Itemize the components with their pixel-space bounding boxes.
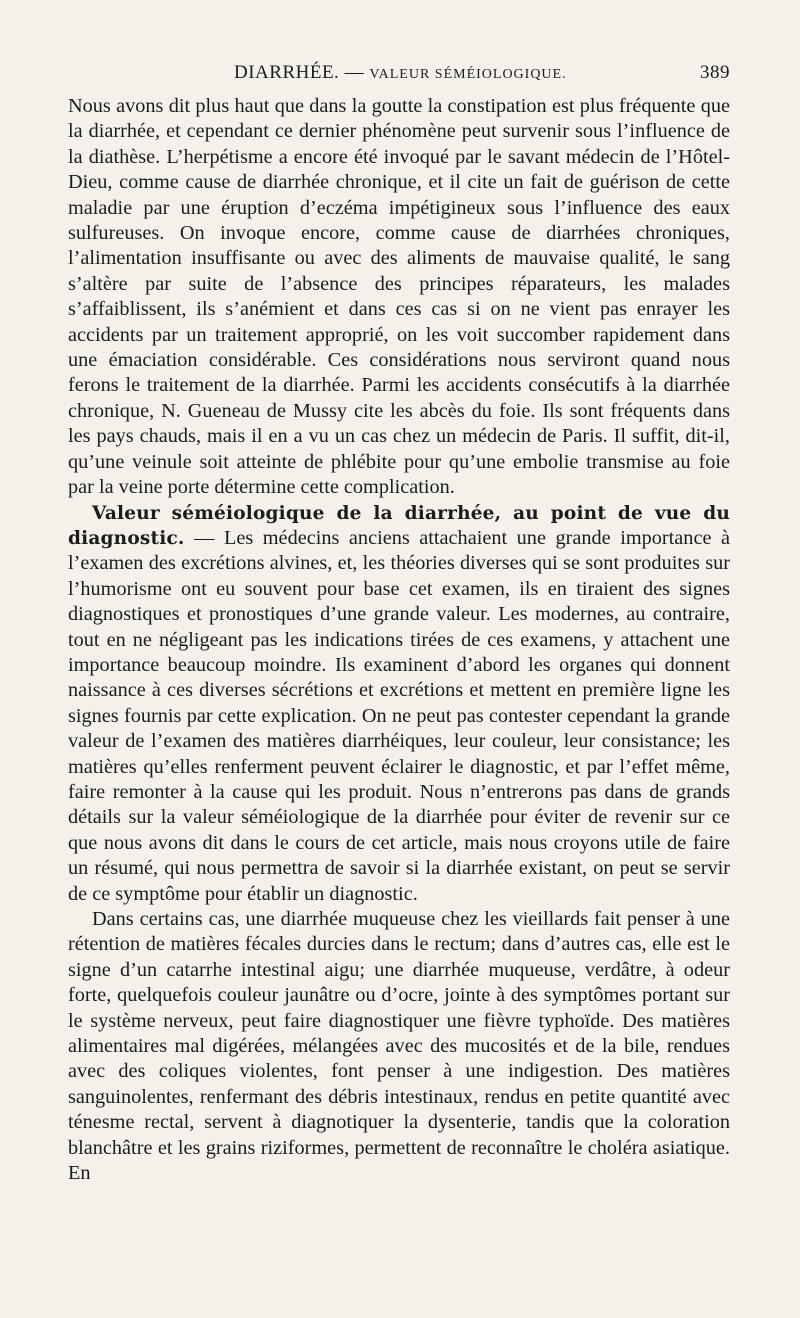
running-title-sub: VALEUR SÉMÉIOLOGIQUE. [369,67,567,82]
paragraph-2 [68,501,730,908]
section-heading: Valeur séméiologique de la diarrhée, au point de vue du diagnostic. [68,502,730,549]
paragraph-1: Nous avons dit plus haut que dans la goutte la constipation est plus fréquente que la diarrhée, et cependant ce dernier phénomène peut survenir sous l’influence de la diathèse. L’herpétisme a encore été invoqué par le savant médecin de l’Hôtel-Dieu, comme cause de diarrhée chronique, et il cite un fait de guérison de cette maladie par une éruption d’eczéma impétigineux sous l’influence des eaux sulfureuses. On invoque encore, comme cause de diarrhées chroniques, l’alimentation insuffisante ou avec des aliments de mauvaise qualité, le sang s’altère par suite de l’absence des principes réparateurs, les malades s’affaiblissent, ils s’anémient et dans ces cas si on ne vient pas enrayer les accidents par un traitement approprié, on les voit succomber rapidement dans une émaciation considérable. Ces considérations nous serviront quand nous ferons le traitement de la diarrhée. Parmi les accidents consécutifs à la diarrhée chronique, N. Gueneau de Mussy cite les abcès du foie. Ils sont fréquents dans les pays chauds, mais il en a vu un cas chez un médecin de Paris. Il suffit, dit-il, qu’une veinule soit atteinte de phlébite pour qu’une embolie transmise au foie par la veine porte détermine cette complication. [68,95,730,499]
running-title [234,62,567,84]
running-title-main: DIARRHÉE. [234,62,340,83]
paragraph-3: Dans certains cas, une diarrhée muqueuse chez les vieillards fait penser à une rétention de matières fécales durcies dans le rectum; dans d’autres cas, elle est le signe d’un catarrhe intestinal aigu; une diarrhée muqueuse, verdâtre, à odeur forte, quelquefois couleur jaunâtre ou d’ocre, jointe à des symptômes portant sur le système nerveux, peut faire diagnostiquer une fièvre typhoïde. Des matières alimentaires mal digérées, mélangées avec des mucosités et de la bile, rendues avec des coliques violentes, font penser à une indigestion. Des matières sanguinolentes, renfermant des débris intestinaux, rendus en petite quantité avec ténesme rectal, servent à diagnotiquer la dysenterie, tandis que la coloration blanchâtre et les grains riziformes, permettent de reconnaître le choléra asiatique. En [68,908,730,1185]
page-number: 389 [700,62,730,83]
running-title-dash: — [339,62,370,83]
paragraph-2-body: — Les médecins anciens attachaient une grande importance à l’examen des excrétions alvines, et, les théories diverses qui se sont produites sur l’humorisme ont eu souvent pour base cet examen, ils en tiraient des signes diagnostiques et pronostiques d’une grande valeur. Les modernes, au contraire, tout en ne négligeant pas les indications tirées de ces examens, y attachent une importance beaucoup moindre. Ils examinent d’abord les organes qui donnent naissance à ces diverses sécrétions et excrétions et mettent en première ligne les signes fournis par cette explication. On ne peut pas contester cependant la grande valeur de l’examen des matières diarrhéiques, leur couleur, leur consistance; les matières qu’elles renferment peuvent éclairer le diagnostic, et par l’effet même, faire remonter à la cause qui les produit. Nous n’entrerons pas dans de grands détails sur la valeur séméiologique de la diarrhée pour éviter de revenir sur ce que nous avons dit dans le cours de cet article, mais nous croyons utile de faire un résumé, qui nous permettra de savoir si la diarrhée existant, on peut se servir de ce symptôme pour établir un diagnostic. [68,526,730,905]
running-head [68,62,730,84]
